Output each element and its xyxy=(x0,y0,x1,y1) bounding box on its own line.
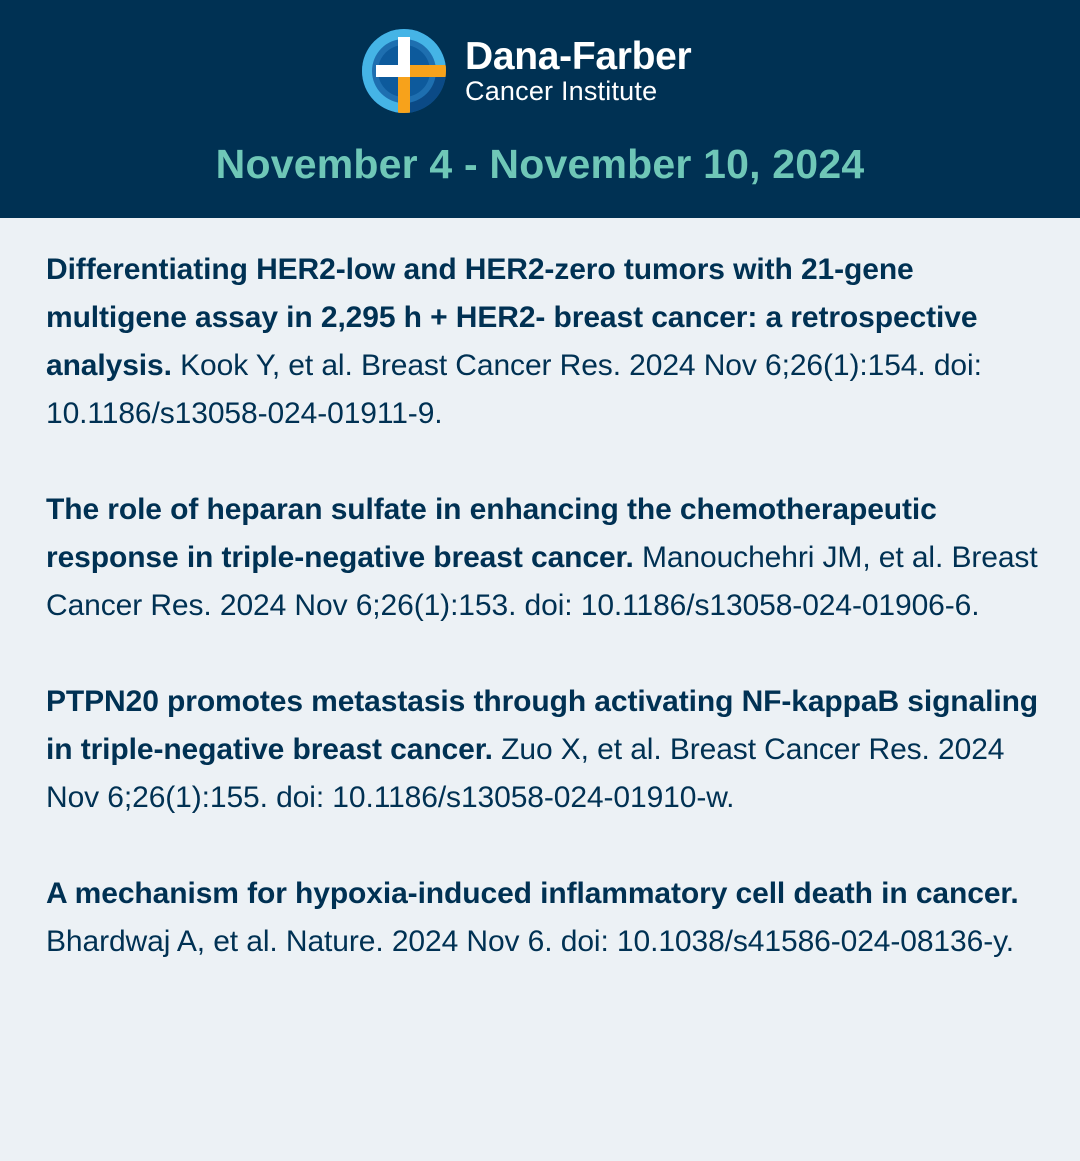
logo-subtitle: Cancer Institute xyxy=(465,75,658,106)
article-citation: Zuo X, et al. Breast Cancer Res. 2024 Nov 6;26(1):155. doi: 10.1186/s13058-024-01910-w. xyxy=(46,733,1005,814)
article-title: PTPN20 promotes metastasis through activating NF-kappaB signaling in triple-negative breast cancer. xyxy=(46,685,1039,766)
date-range: November 4 - November 10, 2024 xyxy=(215,141,865,187)
article-title: The role of heparan sulfate in enhancing the chemotherapeutic response in triple-negative breast cancer. xyxy=(46,493,937,574)
article-citation: Bhardwaj A, et al. Nature. 2024 Nov 6. doi: 10.1038/s41586-024-08136-y. xyxy=(46,925,1014,958)
article-item xyxy=(46,486,1046,630)
article-title: A mechanism for hypoxia-induced inflammatory cell death in cancer. xyxy=(46,877,1019,910)
logo-name: Dana-Farber xyxy=(465,34,692,78)
article-title: Differentiating HER2-low and HER2-zero tumors with 21-gene multigene assay in 2,295 h + HER2- breast cancer: a retrospective analysis. xyxy=(46,253,978,382)
article-citation: Manouchehri JM, et al. Breast Cancer Res. 2024 Nov 6;26(1):153. doi: 10.1186/s13058-024-01906-6. xyxy=(46,541,1038,622)
article-item xyxy=(46,870,1046,966)
article-citation: Kook Y, et al. Breast Cancer Res. 2024 Nov 6;26(1):154. doi: 10.1186/s13058-024-01911-9. xyxy=(46,349,982,430)
article-item xyxy=(46,246,1046,438)
article-item xyxy=(46,678,1046,822)
